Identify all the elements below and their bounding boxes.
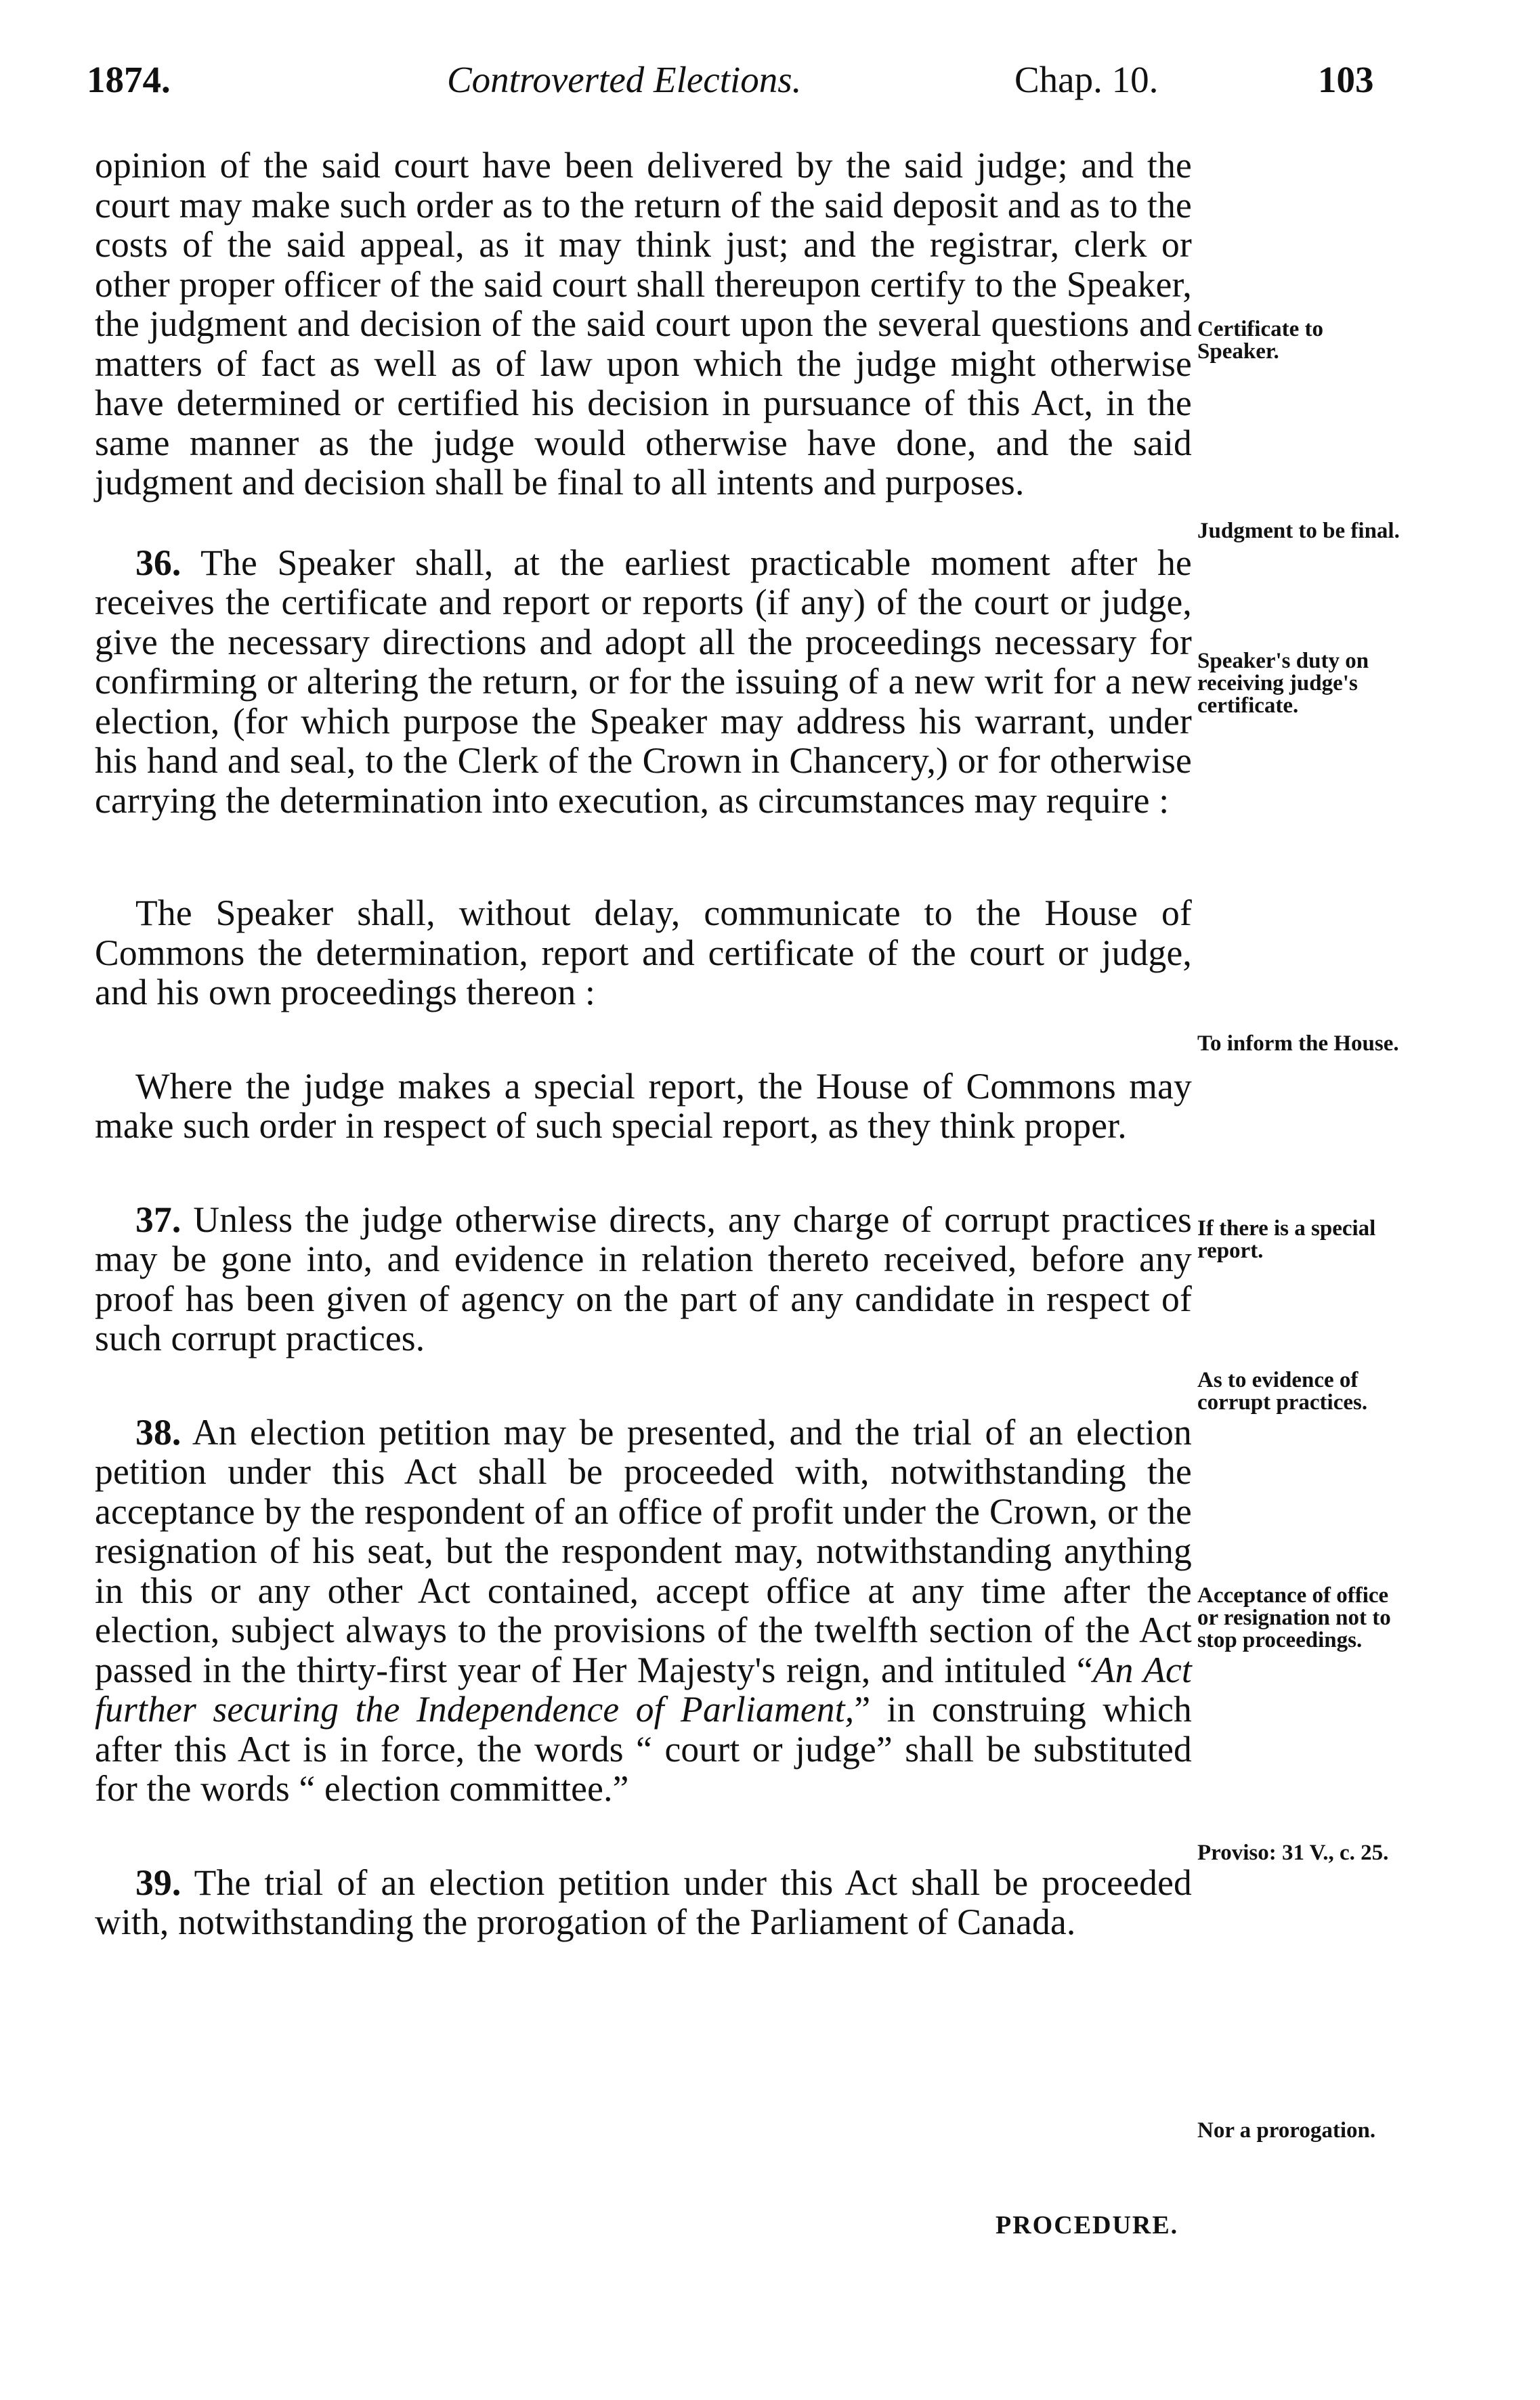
section-38 (95, 1413, 1192, 1809)
paragraph-text: Where the judge makes a special report, the House of Commons may make such order in respect of such special report, as they think proper. (95, 1065, 1192, 1146)
section-37 (95, 1200, 1192, 1358)
paragraph-continuation (95, 146, 1192, 502)
margin-note-proviso: Proviso: 31 V., c. 25. (1197, 1841, 1389, 1865)
margin-note-judgment-final: Judgment to be final. (1197, 519, 1400, 543)
margin-note-speakers-duty: Speaker's duty on receiving judge's certificate. (1197, 649, 1369, 718)
margin-note-certificate: Certificate to Speaker. (1197, 317, 1323, 364)
paragraph-special-report (95, 1067, 1192, 1146)
margin-note-special-report: If there is a special report. (1197, 1216, 1376, 1263)
section-text: Unless the judge otherwise directs, any charge of corrupt practices may be gone into, and evidence in relation thereto received, before any proof has been given of agency on the part of any candidate in respect of such corrupt practices. (95, 1199, 1193, 1358)
body-column (95, 146, 1192, 1942)
section-text: The trial of an election petition under this Act shall be proceeded with, notwithstanding the prorogation of the Parliament of Canada. (95, 1862, 1193, 1942)
section-text: ” in construing which after this Act is in force, the words “ court or judge” shall be substituted for the words “ election committee.” (95, 1689, 1192, 1809)
section-number: 39. (135, 1862, 181, 1903)
act-title-italic: An Act further securing the Independence of Parliament, (95, 1649, 1192, 1730)
section-text: An election petition may be presented, and the trial of an election petition under this Act shall be proceeded with, notwithstanding the acceptance by the respondent of an office of profit under the Crown, or the resignation of his seat, but the respondent may, notwithstanding anything in this or any other Act contained, accept office at any time after the election, subject always to the provisions of the twelfth section of the Act passed in the thirty-first year of Her Majesty's reign, and intituled “ (95, 1411, 1193, 1690)
section-text: The Speaker shall, at the earliest practicable moment after he receives the certificate and report or reports (if any) of the court or judge, give the necessary directions and adopt all the proceedings necessary for confirming or altering the return, or for the issuing of a new writ for a new election, (for which purpose the Speaker may address his warrant, under his hand and seal, to the Clerk of the Crown in Chancery,) or for otherwise carrying the determination into execution, as circumstances may require : (95, 542, 1193, 821)
paragraph-text: The Speaker shall, without delay, communicate to the House of Commons the determination, report and certificate of the court or judge, and his own proceedings thereon : (95, 893, 1192, 1012)
paragraph-text: opinion of the said court have been delivered by the said judge; and the court may make such order as to the return of the said deposit and as to the costs of the said appeal, as it may think just; and the registrar, clerk or other proper officer of the said court shall thereupon certify to the Speaker, the judgment and decision of the said court upon the several questions and matters of fact as well as of law upon which the judge might otherwise have determined or certified his decision in pursuance of this Act, in the same manner as the judge would otherwise have done, and the said judgment and decision shall be final to all intents and purposes. (95, 145, 1192, 502)
margin-note-inform-house: To inform the House. (1197, 1031, 1399, 1056)
header-year: 1874. (87, 59, 171, 100)
section-39 (95, 1863, 1192, 1942)
section-number: 37. (135, 1199, 181, 1240)
section-36 (95, 543, 1192, 821)
paragraph-inform-house (95, 893, 1192, 1012)
header-page-number: 103 (1318, 59, 1374, 100)
section-number: 36. (135, 542, 181, 583)
margin-note-prorogation: Nor a prorogation. (1197, 2118, 1376, 2143)
section-number: 38. (135, 1411, 181, 1453)
header-chapter: Chap. 10. (1014, 59, 1159, 100)
header-title: Controverted Elections. (447, 59, 802, 100)
catchword-procedure: PROCEDURE. (996, 2211, 1179, 2240)
margin-note-evidence: As to evidence of corrupt practices. (1197, 1368, 1368, 1415)
margin-note-acceptance: Acceptance of office or resignation not to stop proceedings. (1197, 1583, 1391, 1652)
